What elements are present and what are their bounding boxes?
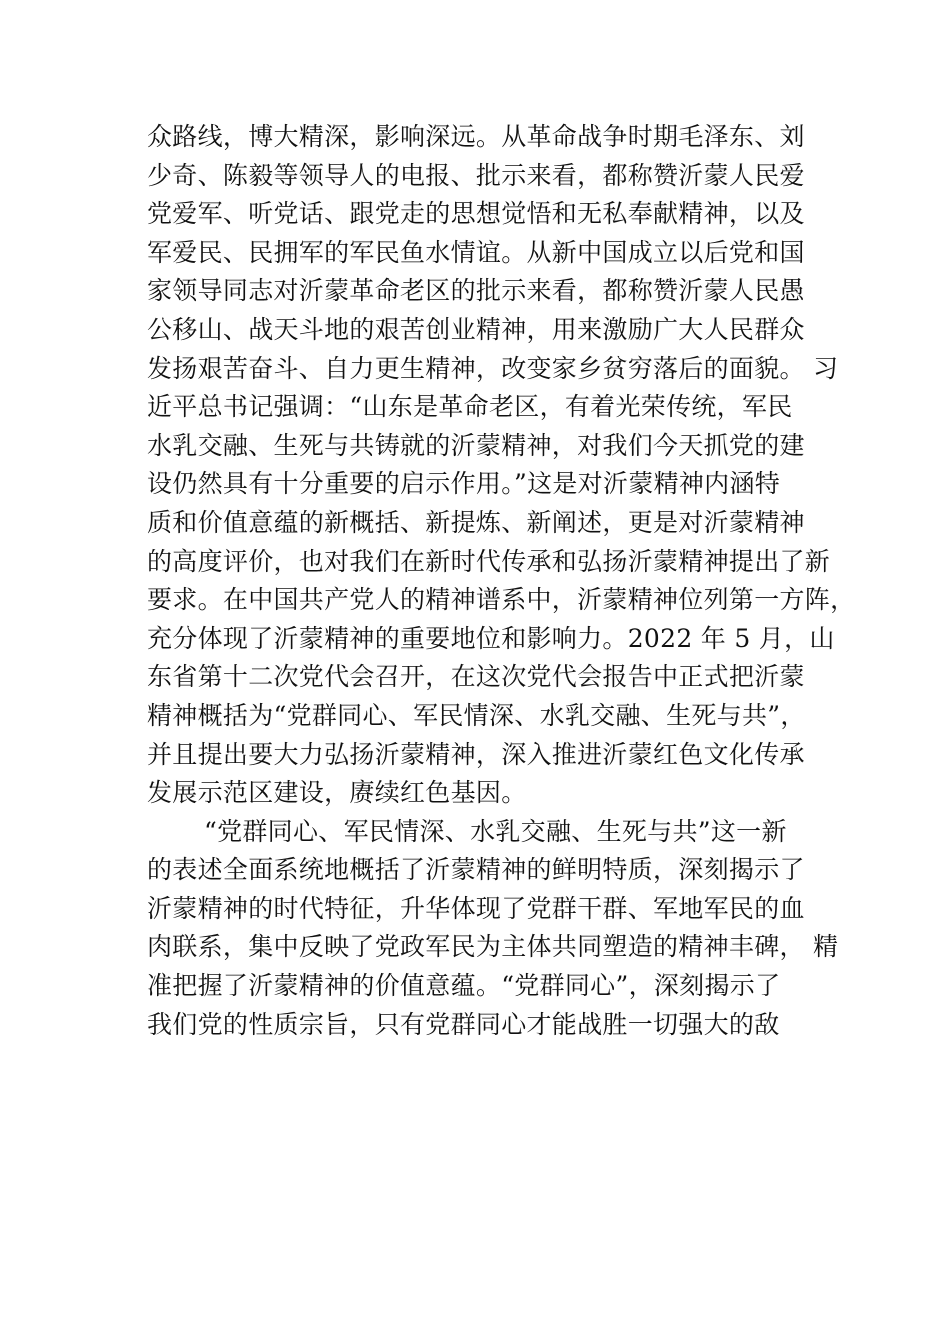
- text-line: 发展示范区建设，赓续红色基因。: [147, 778, 527, 808]
- text-line: 军爱民、民拥军的军民鱼水情谊。从新中国成立以后党和国: [147, 237, 805, 267]
- text-line: 水乳交融、生死与共铸就的沂蒙精神，对我们今天抓党的建: [147, 430, 805, 460]
- paragraph-first-line: “党群同心、军民情深、水乳交融、生死与共”这一新: [204, 816, 787, 846]
- text-line: 近平总书记强调：“山东是革命老区，有着光荣传统，军民: [147, 392, 793, 422]
- text-line: 东省第十二次党代会召开，在这次党代会报告中正式把沂蒙: [147, 662, 805, 692]
- text-line: 精神概括为“党群同心、军民情深、水乳交融、生死与共”，: [147, 700, 806, 730]
- text-line: 设仍然具有十分重要的启示作用。”这是对沂蒙精神内涵特: [147, 469, 781, 499]
- text-line: 要求。在中国共产党人的精神谱系中，沂蒙精神位列第一方阵，: [147, 585, 856, 615]
- text-line: 充分体现了沂蒙精神的重要地位和影响力。2022 年 5 月，山: [147, 623, 835, 653]
- text-line: 少奇、陈毅等领导人的电报、批示来看，都称赞沂蒙人民爱: [147, 160, 805, 190]
- text-line: 沂蒙精神的时代特征，升华体现了党群干群、军地军民的血: [147, 893, 805, 923]
- text-line: 我们党的性质宗旨，只有党群同心才能战胜一切强大的敌: [147, 1009, 780, 1039]
- text-line: 并且提出要大力弘扬沂蒙精神，深入推进沂蒙红色文化传承: [147, 739, 805, 769]
- text-line: 发扬艰苦奋斗、自力更生精神，改变家乡贫穷落后的面貌。 习: [147, 353, 839, 383]
- text-line: 公移山、战天斗地的艰苦创业精神，用来激励广大人民群众: [147, 314, 805, 344]
- text-line: 肉联系，集中反映了党政军民为主体共同塑造的精神丰碑， 精: [147, 932, 839, 962]
- text-line: 准把握了沂蒙精神的价值意蕴。“党群同心”，深刻揭示了: [147, 971, 781, 1001]
- text-line: 党爱军、听党话、跟党走的思想觉悟和无私奉献精神，以及: [147, 199, 805, 229]
- text-line: 质和价值意蕴的新概括、新提炼、新阐述，更是对沂蒙精神: [147, 507, 805, 537]
- body-text: [147, 118, 856, 1044]
- text-line: 众路线，博大精深，影响深远。从革命战争时期毛泽东、刘: [147, 122, 805, 151]
- text-line: 的高度评价，也对我们在新时代传承和弘扬沂蒙精神提出了新: [147, 546, 831, 576]
- text-line: 家领导同志对沂蒙革命老区的批示来看，都称赞沂蒙人民愚: [147, 276, 805, 306]
- text-line: 的表述全面系统地概括了沂蒙精神的鲜明特质，深刻揭示了: [147, 855, 805, 885]
